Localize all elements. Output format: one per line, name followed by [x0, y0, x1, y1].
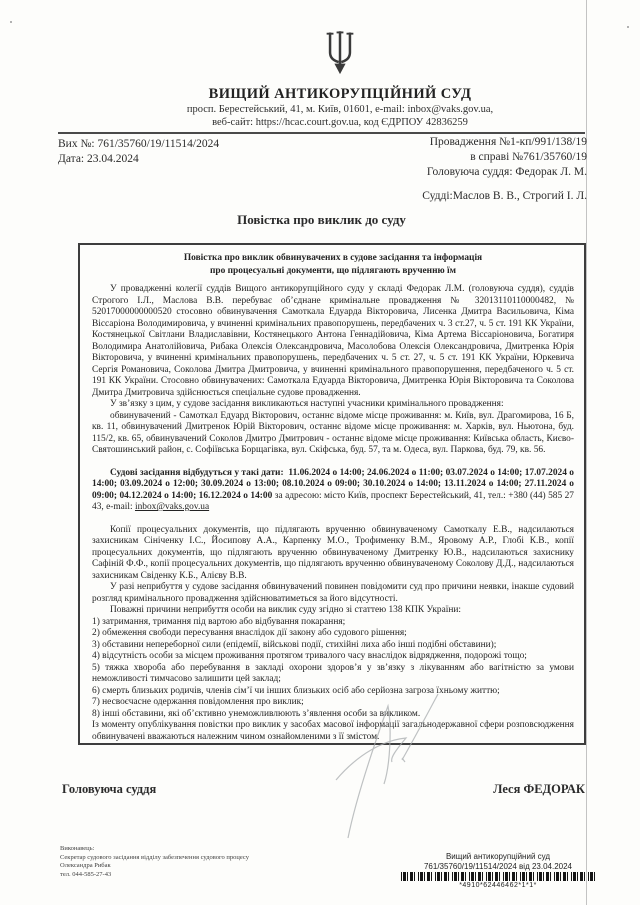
notice-heading-line1: Повістка про виклик обвинувачених в судове засідання та інформація: [183, 253, 483, 263]
outgoing-reference: [58, 137, 219, 167]
summons-notice-box: [78, 243, 586, 745]
proceeding-number: Провадження №1-кп/991/138/19: [429, 136, 587, 148]
hearing-address: за адресою: місто Київ, проспект Берестейський, 41, тел.: +380 (44) 585 27 43, e-mail:: [92, 490, 574, 512]
ukraine-trident-icon: [321, 30, 359, 81]
notice-heading-line2: про процесуальні документи, що підлягають врученню їм: [210, 265, 456, 276]
reason-item-2: 2) обмеження свободи пересування внаслідок дії закону або судового рішення;: [92, 628, 407, 638]
reason-item-4: 4) відсутність особи за місцем проживання протягом тривалого часу внаслідок відрядження, подорожі тощо;: [92, 651, 527, 661]
stamp-registration-number: 761/35760/19/11514/2024 від 23.04.2024: [423, 861, 572, 871]
notice-heading: [92, 252, 574, 277]
scan-speck: [10, 21, 12, 23]
paragraph-publication-notice: Із моменту опублікування повістки про виклик у засобах масової інформації загальнодержавної сфери розповсюдження обвинувачені вважаються належним чином ознайомленими з її змістом.: [92, 720, 574, 742]
hearing-dates-list: 11.06.2024 о 14:00; 24.06.2024 о 11:00; 03.07.2024 о 14:00; 17.07.2024 о 14:00; 03.09.2024 о 12:00; 30.09.2024 о 13:00; 08.10.2024 о 09:00; 30.10.2024 о 14:00; 13.11.2024 о 14:00; 27.11.2024 о 09:00; 04.12.2024 о 14:00; 16.12.2024 о 14:00: [92, 467, 574, 501]
paragraph-summons-intro: У зв’язку з цим, у судове засідання викликаються наступні учасники кримінального провадження:: [110, 399, 504, 409]
letterhead: [60, 30, 620, 129]
reason-item-7: 7) несвоєчасне одержання повідомлення про виклик;: [92, 697, 304, 707]
case-reference: [422, 135, 587, 204]
paragraph-absence-warning: У разі неприбуття у судове засідання обвинувачений повинен повідомити суд про причини неявки, інакше судовий розгляд кримінального провадження здійснюватиметься за його відсутності.: [92, 582, 574, 604]
paragraph-document-copies: Копії процесуальних документів, що підлягають врученню обвинуваченому Самоткалу Е.В., надсилаються захисникам Сініченку І.С., Йосипову А.А., Карпенку М.О., Трофименку В.М., Яровому А.Р., Глобі К.В., копії процесуальних документів, що підлягають врученню обвинуваченому Дмитренку Ю.В., надсилаються захиснику Сафіній Ф.Ф., копії процесуальних документів, що підлягають врученню обвинуваченому Соколову Д.Д., надсилаються захисникам Свіденку К.Б., Алієву В.В.: [92, 524, 574, 581]
scan-speck: [627, 26, 629, 28]
registration-stamp: [398, 852, 598, 891]
executor-role: Секретар судового засідання відділу забезпечення судового процесу: [60, 853, 249, 861]
executor-label: Виконавець:: [60, 845, 95, 852]
court-email-link: inbox@vaks.gov.ua: [134, 502, 210, 512]
reason-item-5: 5) тяжка хвороба або перебування в закладі охорони здоров’я у зв’язку з лікуванням або вагітністю за умови неможливості тимчасово залишити цей заклад;: [92, 662, 574, 684]
paragraph-summoned-persons: обвинувачений - Самоткал Едуард Вікторович, останнє відоме місце проживання: м. Київ, вул. Драгомирова, 16 Б, кв. 11, обвинувачений Дмитренок Юрій Вікторович, останнє відоме місце проживання: м. Харків, вул. Ньютона, буд. 115/2, кв. 65, обвинувачений Соколов Дмитро Дмитрович - останнє відоме місце проживання: Київська область, Києво-Святошинський район, с. Софіївська Борщагівка, вул. Скіфська, буд. 57, та м. Одеса, вул. Паркова, буд. 79, кв. 56.: [92, 410, 574, 455]
reason-item-1: 1) затримання, тримання під вартою або відбування покарання;: [92, 616, 346, 627]
executor-name: Олександра Рибак: [60, 862, 111, 869]
court-address-line2: веб-сайт: https://hcac.court.gov.ua, код ЄДРПОУ 42836259: [212, 117, 468, 128]
barcode: [401, 872, 595, 881]
barcode-text: *4910*62446462*1*1*: [459, 882, 537, 889]
signature-name: Леся ФЕДОРАК: [493, 782, 585, 796]
paragraph-valid-reasons-intro: Поважні причини неприбуття особи на виклик суду згідно зі статтею 138 КПК України:: [110, 605, 461, 615]
reason-item-3: 3) обставини непереборної сили (епідемії, військові події, стихійні лиха або інші подібні обставини);: [92, 639, 497, 650]
document-title: Повістка про виклик до суду: [237, 212, 406, 227]
paragraph-hearing-dates: [92, 468, 574, 514]
signature-role: Головуюча суддя: [62, 782, 157, 796]
outgoing-date: Дата: 23.04.2024: [58, 153, 139, 165]
case-number: в справі №761/35760/19: [470, 151, 587, 163]
presiding-judge: Головуюча суддя: Федорак Л. М.: [426, 166, 587, 178]
hearing-dates-label: Судові засідання відбудуться у такі дати:: [110, 467, 284, 478]
executor-phone: тел. 044-585-27-43: [60, 870, 112, 878]
court-name: ВИЩИЙ АНТИКОРУПЦІЙНИЙ СУД: [208, 86, 472, 102]
stamp-court-name: Вищий антикорупційний суд: [445, 852, 551, 861]
court-address-line1: просп. Берестейський, 41, м. Київ, 01601, e-mail: inbox@vaks.gov.ua,: [186, 104, 494, 115]
paragraph-proceeding: У провадженні колегії суддів Вищого антикорупційного суду у складі Федорак Л.М. (головуюча суддя), суддів Строгого І.Л., Маслова В.В. перебуває об’єднане кримінальне провадження № 32013110110000482, № 52017000000000520 стосовно обвинувачення Самоткала Едуарда Вікторовича, Лисенка Дмитра Васильовича, Кіма Віссаріона Володимировича, у вчиненні кримінальних правопорушень, передбачених ч. 3 ст.27, ч. 5 ст. 191 КК України, Костянецької Світлани Владиславівни, Костянецького Антона Геннадійовича, Кіма Артема Віссаріоновича, Богатиря Володимира Анатолійовича, Рибака Олексія Олександровича, Масолобова Олексія Олександровича, Дмитренка Юрія Вікторовича, у вчиненні кримінальних правопорушень, передбачених ч. 5 ст. 27, ч. 5 ст. 191 КК України, Юркевича Сергія Романовича, Соколова Дмитра Дмитровича, у вчиненні кримінального правопорушення, передбаченого ч. 5 ст. 191 КК України. Стосовно обвинувачених: Самоткала Едуарда Вікторовича, Дмитренка Юрія Вікторовича та Соколова Дмитра Дмитровича здійснюється спеціальне судове провадження.: [92, 284, 574, 398]
panel-judges: Судді:Маслов В. В., Строгий І. Л.: [422, 190, 587, 202]
outgoing-number: Вих №: 761/35760/19/11514/2024: [58, 138, 220, 150]
executor-block: [60, 845, 249, 879]
header-divider: [58, 132, 585, 134]
reason-item-8: 8) інші обставини, які об’єктивно унеможливлюють з’явлення особи за викликом.: [92, 708, 421, 719]
reason-item-6: 6) смерть близьких родичів, членів сім’ї чи інших близьких осіб або серйозна загроза їхньому життю;: [92, 685, 500, 696]
